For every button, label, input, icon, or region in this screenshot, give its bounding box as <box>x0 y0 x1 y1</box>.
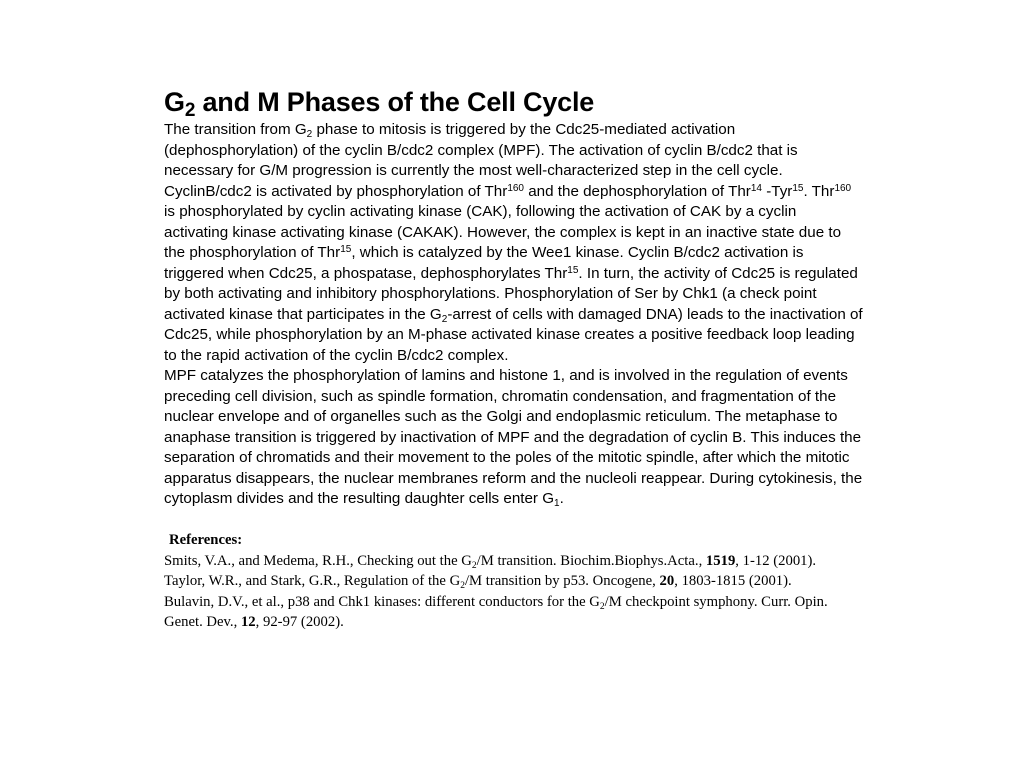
paragraph-mpf: MPF catalyzes the phosphorylation of lamins and histone 1, and is involved in the regulation of events preceding cell division, such as spindle formation, chromatin condensation, and fragmentation of the nuclear envelope and of organelles such as the Golgi and endoplasmic reticulum. The metaphase to anaphase transition is triggered by inactivation of MPF and the degradation of cyclin B. This induces the separation of chromatids and their movement to the poles of the mitotic spindle, after which the mitotic apparatus disappears, the nuclear membranes reform and the nucleoli reappear. During cytokinesis, the cytoplasm divides and the resulting daughter cells enter $G_1$. <box>164 367 863 509</box>
paragraph-g2-transition: The transition from $G_2$ phase to mitosis is triggered by the Cdc25-mediated activation (dephosphorylation) of the cyclin B/cdc2 complex (MPF). The activation of cyclin B/cdc2 that is necessary for G/M progression is currently the most well-characterized step in the cell cycle. CyclinB/cdc2 is activated by phosphorylation of Thr$^{160}$ and the dephosphorylation of Thr$^{14}$ -Tyr$^{15}$. Thr$^{160}$ is phosphorylated by cyclin activating kinase (CAK), following the activation of CAK by a cyclin activating kinase activating kinase (CAKAK). However, the complex is kept in an inactive state due to the phosphorylation of Thr$^{15}$, which is catalyzed by the Wee1 kinase. Cyclin B/cdc2 activation is triggered when Cdc25, a phospatase, dephosphorylates Thr$^{15}$. In turn, the activity of Cdc25 is regulated by both activating and inhibitory phosphorylations. Phosphorylation of Ser by Chk1 (a check point activated kinase that participates in the $G_2$-arrest of cells with damaged DNA) leads to the inactivation of Cdc25, while phosphorylation by an M-phase activated kinase creates a positive feedback loop leading to the rapid activation of the cyclin B/cdc2 complex. <box>164 121 863 364</box>
slide-content <box>164 84 864 633</box>
references-heading: References: <box>169 532 243 548</box>
reference-item: Taylor, W.R., and Stark, G.R., Regulation of the $G_2/M$ transition by p53. Oncogene, 20, 1803-1815 (2001). <box>164 573 792 591</box>
spacer <box>164 510 864 531</box>
reference-item: Bulavin, D.V., et al., p38 and Chk1 kinases: different conductors for the $G_2/M$ checkpoint symphony. Curr. Opin. Genet. Dev., 12, 92-97 (2002). <box>164 593 828 630</box>
page-title: $G_2$ and M Phases of the Cell Cycle <box>164 87 595 121</box>
reference-item: Smits, V.A., and Medema, R.H., Checking out the $G_2/M$ transition. Biochim.Biophys.Acta., 1519, 1-12 (2001). <box>164 552 817 571</box>
